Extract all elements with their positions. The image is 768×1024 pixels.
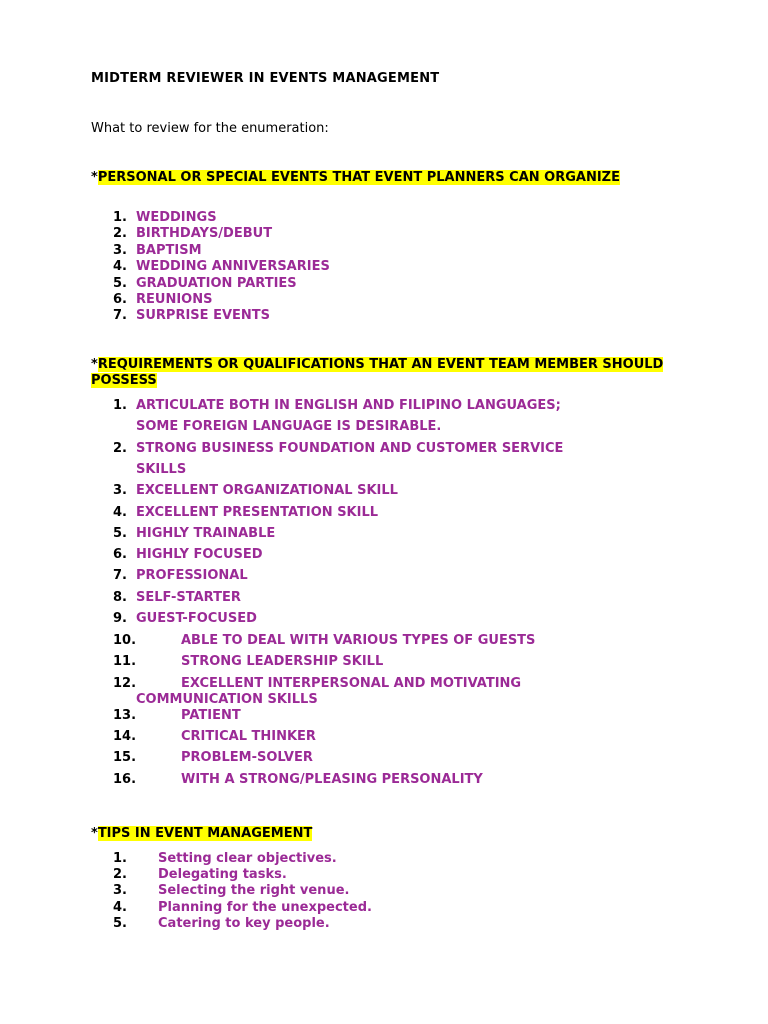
list-text: REUNIONS xyxy=(136,292,213,307)
heading-prefix: * xyxy=(91,170,98,185)
list-text: Delegating tasks. xyxy=(158,867,287,882)
list-number: 13. xyxy=(113,708,137,723)
list-text: EXCELLENT ORGANIZATIONAL SKILL xyxy=(136,483,398,498)
list-text: WITH A STRONG/PLEASING PERSONALITY xyxy=(181,772,483,787)
list-text: CRITICAL THINKER xyxy=(181,729,316,744)
list-number: 7. xyxy=(113,308,127,323)
heading-prefix: * xyxy=(91,826,98,841)
list-number: 5. xyxy=(113,526,127,541)
list-text-continuation: SKILLS xyxy=(136,462,187,477)
list-text: HIGHLY FOCUSED xyxy=(136,547,263,562)
list-text: SELF-STARTER xyxy=(136,590,241,605)
list-number: 7. xyxy=(113,568,127,583)
list-text: ARTICULATE BOTH IN ENGLISH AND FILIPINO LANGUAGES; xyxy=(136,398,561,413)
list-text: WEDDING ANNIVERSARIES xyxy=(136,259,330,274)
list-number: 12. xyxy=(113,676,137,691)
section-heading xyxy=(91,357,691,389)
list-number: 3. xyxy=(113,483,127,498)
heading-text: REQUIREMENTS OR QUALIFICATIONS THAT AN EVENT TEAM MEMBER SHOULD POSSESS xyxy=(91,357,664,388)
list-number: 16. xyxy=(113,772,137,787)
list-text: Planning for the unexpected. xyxy=(158,900,372,915)
list-text: BIRTHDAYS/DEBUT xyxy=(136,226,273,241)
list-number: 4. xyxy=(113,900,127,915)
list-number: 3. xyxy=(113,883,127,898)
list-text: PROBLEM-SOLVER xyxy=(181,750,313,765)
list-text: PROFESSIONAL xyxy=(136,568,248,583)
list-text: HIGHLY TRAINABLE xyxy=(136,526,276,541)
list-number: 1. xyxy=(113,851,127,866)
list-number: 14. xyxy=(113,729,137,744)
list-text: STRONG LEADERSHIP SKILL xyxy=(181,654,384,669)
document-title: MIDTERM REVIEWER IN EVENTS MANAGEMENT xyxy=(91,71,440,86)
list-number: 1. xyxy=(113,398,127,413)
list-text: WEDDINGS xyxy=(136,210,217,225)
list-text-continuation: COMMUNICATION SKILLS xyxy=(136,692,318,707)
list-text: STRONG BUSINESS FOUNDATION AND CUSTOMER SERVICE xyxy=(136,441,564,456)
heading-text: TIPS IN EVENT MANAGEMENT xyxy=(97,826,313,841)
list-number: 3. xyxy=(113,243,127,258)
intro-text: What to review for the enumeration: xyxy=(91,121,329,136)
list-text: Catering to key people. xyxy=(158,916,330,931)
list-number: 4. xyxy=(113,259,127,274)
list-number: 6. xyxy=(113,547,127,562)
list-text: EXCELLENT INTERPERSONAL AND MOTIVATING xyxy=(181,676,522,691)
list-number: 2. xyxy=(113,441,127,456)
list-text: EXCELLENT PRESENTATION SKILL xyxy=(136,505,379,520)
section-heading xyxy=(91,170,691,186)
heading-prefix: * xyxy=(91,357,98,372)
list-number: 15. xyxy=(113,750,137,765)
list-number: 5. xyxy=(113,916,127,931)
list-number: 6. xyxy=(113,292,127,307)
list-number: 5. xyxy=(113,276,127,291)
list-text: GRADUATION PARTIES xyxy=(136,276,297,291)
list-text: PATIENT xyxy=(181,708,241,723)
section-heading xyxy=(91,826,691,842)
list-text: Setting clear objectives. xyxy=(158,851,337,866)
list-number: 10. xyxy=(113,633,137,648)
list-number: 11. xyxy=(113,654,137,669)
list-number: 9. xyxy=(113,611,127,626)
list-text: GUEST-FOCUSED xyxy=(136,611,257,626)
list-number: 8. xyxy=(113,590,127,605)
list-number: 2. xyxy=(113,867,127,882)
list-number: 2. xyxy=(113,226,127,241)
list-text-continuation: SOME FOREIGN LANGUAGE IS DESIRABLE. xyxy=(136,419,442,434)
list-text: SURPRISE EVENTS xyxy=(136,308,271,323)
list-text: Selecting the right venue. xyxy=(158,883,350,898)
list-number: 4. xyxy=(113,505,127,520)
list-text: ABLE TO DEAL WITH VARIOUS TYPES OF GUESTS xyxy=(181,633,536,648)
list-number: 1. xyxy=(113,210,127,225)
heading-text: PERSONAL OR SPECIAL EVENTS THAT EVENT PLANNERS CAN ORGANIZE xyxy=(97,170,620,185)
list-text: BAPTISM xyxy=(136,243,202,258)
